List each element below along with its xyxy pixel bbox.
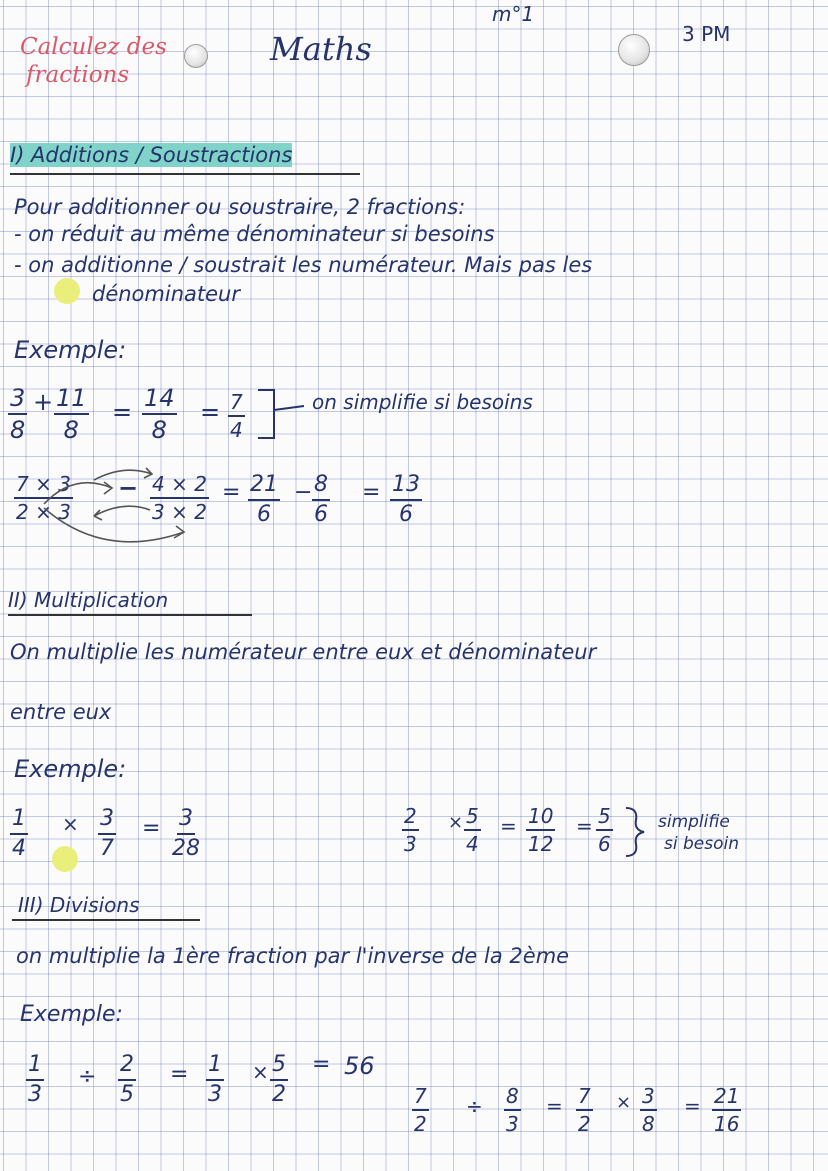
s2ex2-b-num: 5 [464,806,481,831]
ex2-cross-arrows [34,460,204,550]
s3ex1-c-num: 1 [206,1054,224,1081]
ex2-d-den: 6 [314,502,328,527]
s2ex1-a-num: 1 [10,808,28,835]
s3ex2-d-num: 3 [640,1086,657,1111]
ex1-a-den: 8 [10,416,26,444]
s3ex2-e-num: 21 [712,1086,741,1111]
ex1-plus: + [33,388,54,416]
section3-example-label: Exemple: [20,1002,123,1027]
s2ex1-a-den: 4 [12,836,26,861]
s3ex2-b-num: 8 [504,1086,521,1111]
s2ex2-times: × [448,812,464,833]
s3ex2-a-den: 2 [414,1112,427,1136]
s2ex1-c-den: 28 [172,836,200,861]
s2ex1-times: × [62,812,79,836]
ex2-d-num: 8 [312,474,330,501]
section2-line1: On multiplie les numérateur entre eux et dénominateur [10,640,597,664]
ex1-b-den: 8 [63,416,79,444]
s2ex2-eq: = [500,814,517,838]
ex1-frac-d [228,392,245,440]
section3-line1: on multiplie la 1ère fraction par l'inverse de la 2ème [16,944,570,968]
s3ex2-eq2: = [684,1094,701,1118]
ex2-c-den: 6 [257,502,271,527]
section1-heading-text: I) Additions / Soustractions [10,143,293,167]
section1-example-label: Exemple: [14,336,127,364]
s3ex2-frac-c [576,1086,593,1134]
s2ex2-frac-a [402,806,419,854]
s2ex1-frac-a [10,808,28,860]
ex2-frac-c [248,474,280,526]
section2-heading: II) Multiplication [8,588,169,612]
s3ex2-e-den: 16 [714,1112,740,1136]
s3ex1-b-den: 5 [120,1082,134,1107]
s3ex1-frac-d [270,1054,288,1106]
section2-line2: entre eux [10,700,112,724]
s3ex2-times: × [616,1092,632,1113]
s2ex1-eq: = [142,816,161,841]
s2ex2-a-den: 3 [404,832,417,856]
s3ex1-times: × [252,1060,269,1084]
s3ex1-eq2: = [312,1052,331,1077]
s3ex1-a-num: 1 [26,1054,44,1081]
s3ex1-eq: = [170,1062,189,1087]
s3ex2-c-den: 2 [578,1112,591,1136]
ex1-b-num: 11 [54,386,89,415]
ex2-minus2: − [294,480,313,505]
s2ex1-b-den: 7 [100,836,114,861]
section1-bullet1: - on réduit au même dénominateur si besoins [14,222,495,246]
s2ex1-frac-c [172,808,200,860]
ex2-c-num: 21 [248,474,280,501]
s2ex2-d-den: 6 [598,832,611,856]
ex2-e-den: 6 [399,502,413,527]
ex2-frac-d [312,474,330,526]
ex1-frac-b [54,386,89,442]
ex2-eq1: = [222,480,241,505]
ex2-a-num: 7 × 3 [14,474,73,499]
s3ex2-div: ÷ [466,1094,483,1118]
header-topic-line1: Calculez des [20,34,167,60]
s2ex2-note2: si besoin [664,834,739,854]
ex1-a-num: 3 [8,386,27,415]
s3ex2-a-num: 7 [412,1086,429,1111]
header-topic-line2: fractions [26,62,130,88]
s3ex2-frac-e [712,1086,741,1134]
section3-heading: III) Divisions [18,893,140,917]
ex1-c-num: 14 [142,386,177,415]
section2-heading-underline [8,614,252,616]
section1-intro: Pour additionner ou soustraire, 2 fractions: [14,195,466,219]
s2ex2-brace [622,806,650,858]
ex2-a-den: 2 × 3 [16,500,71,524]
s2ex2-frac-b [464,806,481,854]
ex1-frac-a [8,386,27,442]
s3ex1-result: 56 [344,1052,375,1080]
binder-hole-right [618,34,650,66]
ex1-eq1: = [112,398,133,426]
s3ex1-a-den: 3 [28,1082,42,1107]
s3ex1-d-num: 5 [270,1054,288,1081]
s2ex2-c-num: 10 [526,806,555,831]
s3ex2-frac-a [412,1086,429,1134]
ex1-c-den: 8 [151,416,167,444]
s2ex2-frac-d [596,806,613,854]
ex2-eq2: = [362,480,381,505]
section1-heading [10,143,292,167]
s3ex1-d-den: 2 [272,1082,286,1107]
s2ex2-note1: simplifie [658,812,730,832]
ex1-eq2: = [200,398,221,426]
section3-heading-underline [12,919,200,921]
s3ex1-frac-c [206,1054,224,1106]
page-title: Maths [270,30,372,68]
s2ex1-frac-b [98,808,116,860]
binder-hole-left [184,44,208,68]
ex2-frac-e [390,474,422,526]
s3ex1-div: ÷ [78,1064,97,1089]
ex1-d-num: 7 [228,392,245,417]
ex2-minus: − [118,474,139,502]
s3ex2-b-den: 3 [506,1112,519,1136]
ex1-frac-c [142,386,177,442]
section1-bullet2-cont: dénominateur [92,282,240,306]
ex1-note: on simplifie si besoins [312,390,533,414]
section1-heading-underline [10,173,360,175]
s3ex2-frac-d [640,1086,657,1134]
s2ex1-c-num: 3 [177,808,195,835]
section2-example-label: Exemple: [14,755,127,783]
s3ex1-b-num: 2 [118,1054,136,1081]
ex2-b-num: 4 × 2 [150,474,209,499]
ex1-d-den: 4 [230,418,243,442]
s3ex1-frac-a [26,1054,44,1106]
ex2-b-den: 3 × 2 [152,500,207,524]
s3ex2-eq: = [546,1094,563,1118]
header-mark: m°1 [492,2,535,26]
s2ex1-b-num: 3 [98,808,116,835]
s3ex1-c-den: 3 [208,1082,222,1107]
header-class: 3 PM [682,22,731,46]
s2ex2-b-den: 4 [466,832,479,856]
highlight-dot-2 [52,846,78,872]
s2ex2-d-num: 5 [596,806,613,831]
s2ex2-frac-c [526,806,555,854]
s3ex2-c-num: 7 [576,1086,593,1111]
ex2-e-num: 13 [390,474,422,501]
section1-bullet2: - on additionne / soustrait les numérateur. Mais pas les [14,253,593,277]
highlight-dot [54,278,80,304]
s2ex2-a-num: 2 [402,806,419,831]
ex1-bracket [256,388,312,444]
s3ex1-frac-b [118,1054,136,1106]
s2ex2-eq2: = [576,814,593,838]
s3ex2-frac-b [504,1086,521,1134]
s2ex2-c-den: 12 [528,832,554,856]
s3ex2-d-den: 8 [642,1112,655,1136]
